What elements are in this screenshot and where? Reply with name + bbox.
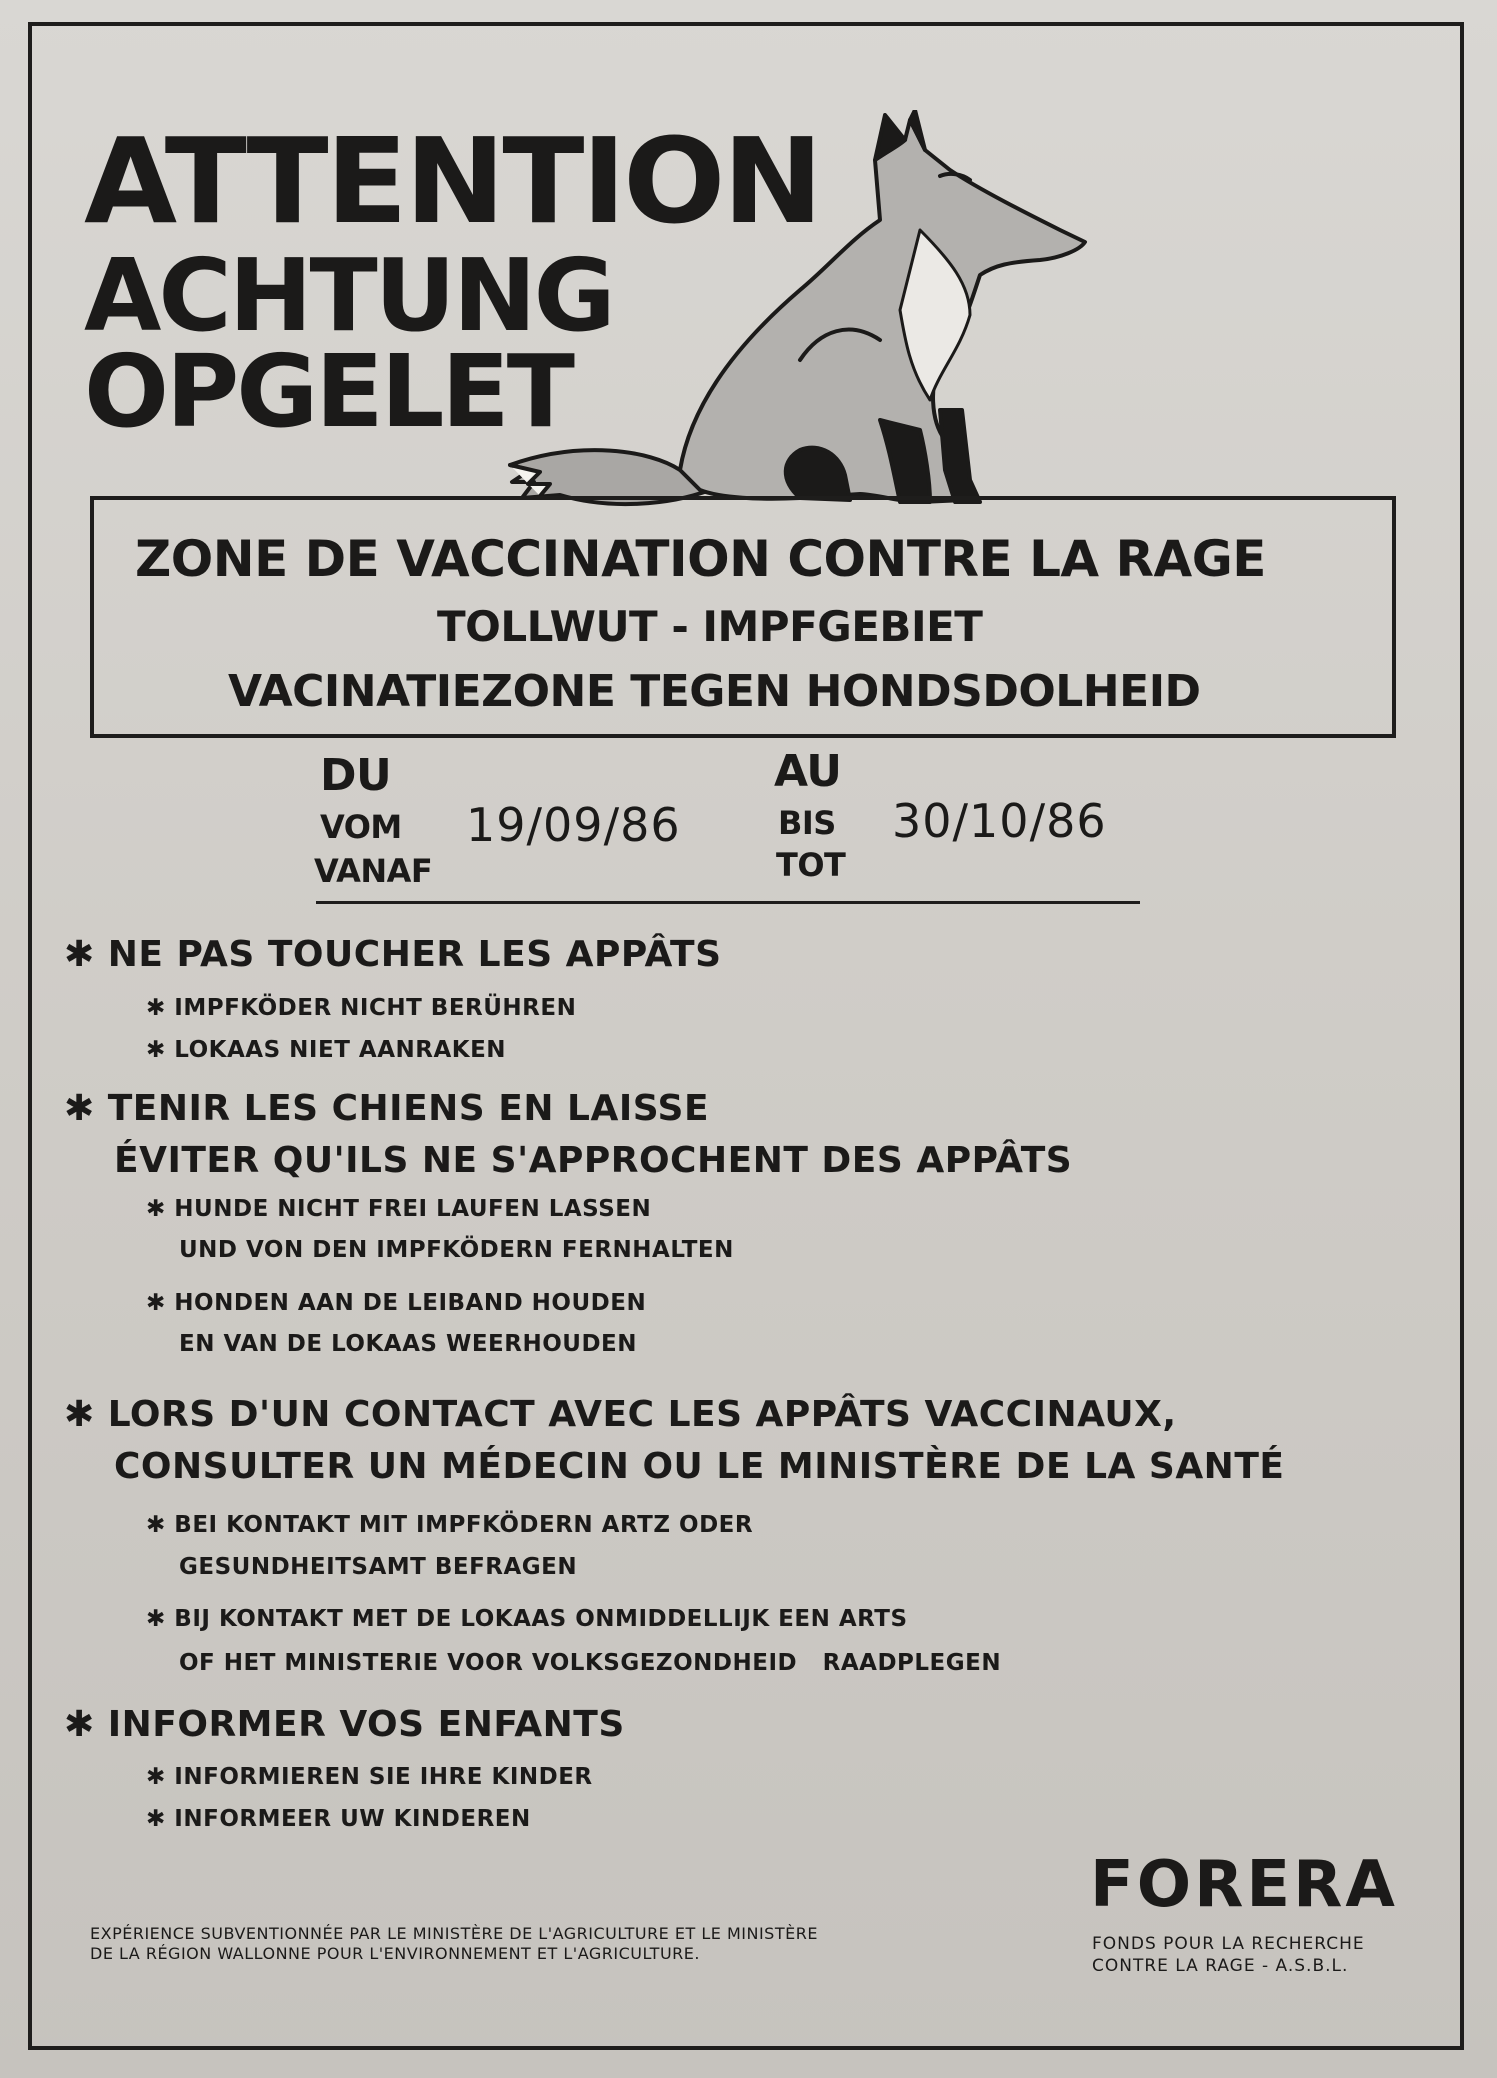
zone-title-fr: ZONE DE VACCINATION CONTRE LA RAGE bbox=[135, 530, 1266, 588]
instruction-3-main: ✱ LORS D'UN CONTACT AVEC LES APPÂTS VACCINAUX, bbox=[64, 1394, 1177, 1435]
zone-title-nl: VACINATIEZONE TEGEN HONDSDOLHEID bbox=[228, 666, 1201, 717]
forera-logo: FORERA bbox=[1090, 1848, 1398, 1922]
footer-line-1: EXPÉRIENCE SUBVENTIONNÉE PAR LE MINISTÈRE DE L'AGRICULTURE ET LE MINISTÈRE bbox=[90, 1924, 818, 1943]
asterisk-icon: ✱ bbox=[64, 1704, 95, 1745]
asterisk-icon: ✱ bbox=[146, 995, 166, 1021]
instruction-1-main: ✱ NE PAS TOUCHER LES APPÂTS bbox=[64, 934, 722, 975]
instruction-2-nl: ✱ HONDEN AAN DE LEIBAND HOUDEN bbox=[146, 1290, 647, 1316]
asterisk-icon: ✱ bbox=[146, 1806, 166, 1832]
asterisk-icon: ✱ bbox=[146, 1764, 166, 1790]
instruction-2-de-line2: UND VON DEN IMPFKÖDERN FERNHALTEN bbox=[179, 1237, 734, 1263]
instruction-2-de: ✱ HUNDE NICHT FREI LAUFEN LASSEN bbox=[146, 1196, 652, 1222]
zone-title-de: TOLLWUT - IMPFGEBIET bbox=[437, 602, 983, 651]
instruction-3-de-line2: GESUNDHEITSAMT BEFRAGEN bbox=[179, 1554, 578, 1580]
title-achtung: ACHTUNG bbox=[84, 237, 613, 354]
forera-subtitle-1: FONDS POUR LA RECHERCHE bbox=[1092, 1934, 1365, 1954]
title-opgelet: OPGELET bbox=[84, 333, 572, 450]
instruction-1-de: ✱ IMPFKÖDER NICHT BERÜHREN bbox=[146, 995, 577, 1021]
date-to-label-fr: AU bbox=[774, 746, 842, 797]
instruction-3-de: ✱ BEI KONTAKT MIT IMPFKÖDERN ARTZ ODER bbox=[146, 1512, 754, 1538]
footer-line-2: DE LA RÉGION WALLONNE POUR L'ENVIRONNEMENT ET L'AGRICULTURE. bbox=[90, 1944, 700, 1963]
instruction-1-nl: ✱ LOKAAS NIET AANRAKEN bbox=[146, 1037, 507, 1063]
instruction-4-de: ✱ INFORMIEREN SIE IHRE KINDER bbox=[146, 1764, 593, 1790]
instruction-4-main: ✱ INFORMER VOS ENFANTS bbox=[64, 1704, 625, 1745]
asterisk-icon: ✱ bbox=[146, 1512, 166, 1538]
asterisk-icon: ✱ bbox=[146, 1606, 166, 1632]
instruction-4-nl: ✱ INFORMEER UW KINDEREN bbox=[146, 1806, 531, 1832]
instruction-3-main-line2: CONSULTER UN MÉDECIN OU LE MINISTÈRE DE LA SANTÉ bbox=[114, 1446, 1285, 1487]
date-to-value: 30/10/86 bbox=[892, 794, 1107, 848]
date-from-label-de: VOM bbox=[320, 808, 402, 846]
asterisk-icon: ✱ bbox=[64, 934, 95, 975]
date-from-label-nl: VANAF bbox=[314, 852, 433, 890]
asterisk-icon: ✱ bbox=[64, 1394, 95, 1435]
title-attention: ATTENTION bbox=[84, 112, 821, 250]
date-from-value: 19/09/86 bbox=[466, 798, 681, 852]
date-divider bbox=[316, 901, 1140, 904]
instruction-2-main: ✱ TENIR LES CHIENS EN LAISSE bbox=[64, 1088, 710, 1129]
instruction-3-nl-line2: OF HET MINISTERIE VOOR VOLKSGEZONDHEID RAADPLEGEN bbox=[179, 1650, 1002, 1676]
asterisk-icon: ✱ bbox=[146, 1290, 166, 1316]
date-to-label-de: BIS bbox=[778, 804, 836, 842]
asterisk-icon: ✱ bbox=[146, 1037, 166, 1063]
date-to-label-nl: TOT bbox=[776, 846, 846, 884]
instruction-2-nl-line2: EN VAN DE LOKAAS WEERHOUDEN bbox=[179, 1331, 637, 1357]
instruction-2-main-line2: ÉVITER QU'ILS NE S'APPROCHENT DES APPÂTS bbox=[114, 1140, 1073, 1181]
instruction-3-nl: ✱ BIJ KONTAKT MET DE LOKAAS ONMIDDELLIJK EEN ARTS bbox=[146, 1606, 908, 1632]
asterisk-icon: ✱ bbox=[64, 1088, 95, 1129]
asterisk-icon: ✱ bbox=[146, 1196, 166, 1222]
forera-subtitle-2: CONTRE LA RAGE - A.S.B.L. bbox=[1092, 1956, 1349, 1976]
date-from-label-fr: DU bbox=[320, 750, 392, 801]
